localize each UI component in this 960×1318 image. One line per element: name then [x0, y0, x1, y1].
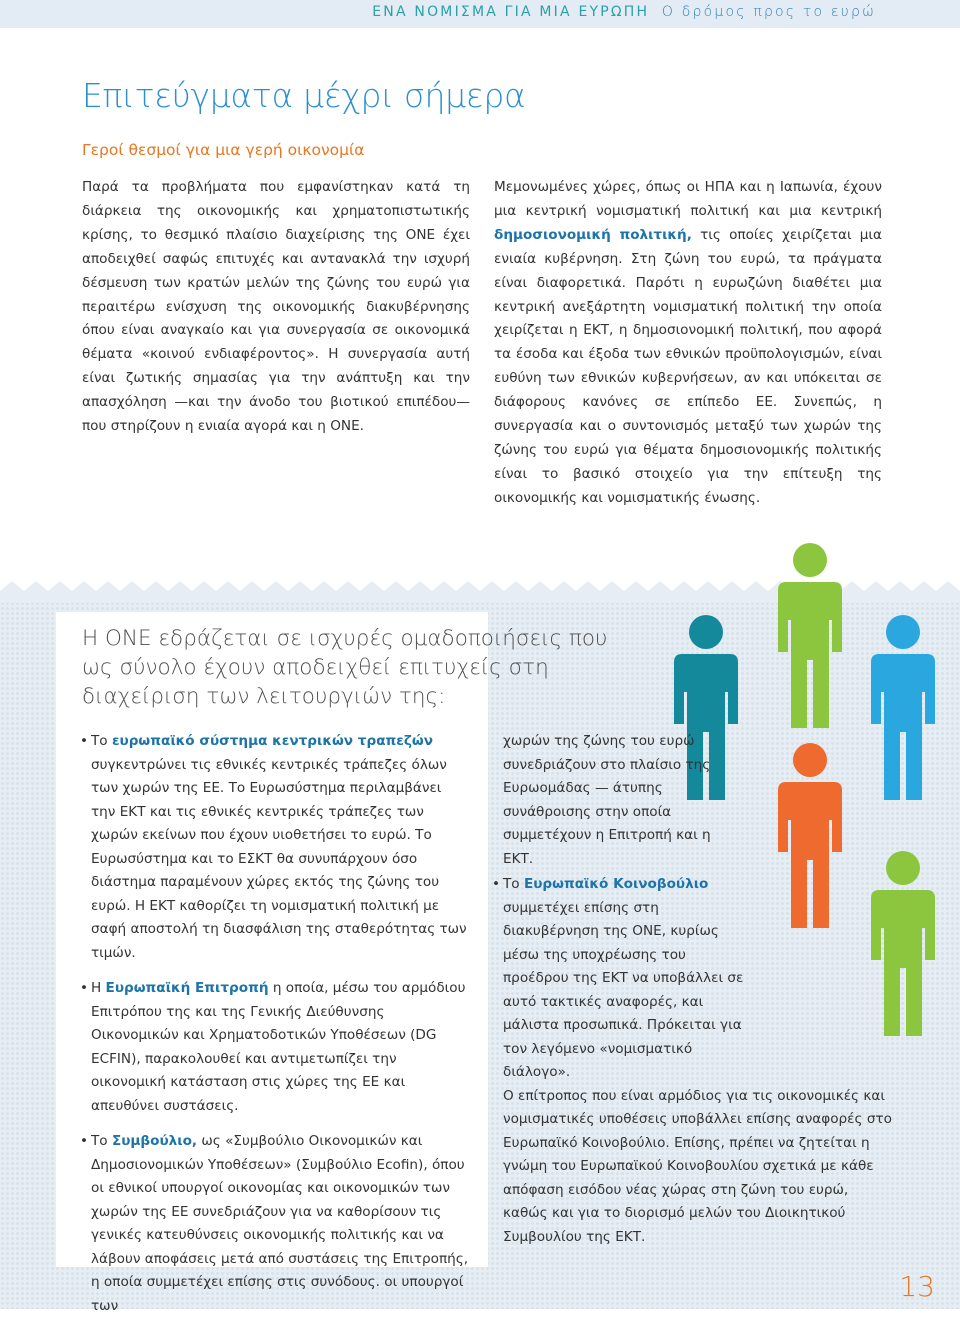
- running-header: [372, 4, 876, 20]
- page-title: Επιτεύγματα μέχρι σήμερα: [82, 76, 526, 115]
- right-column: [494, 176, 882, 511]
- header-title: Ο δρόμος προς το ευρώ: [661, 4, 876, 20]
- right-paragraph-text-2: τις οποίες χειρίζεται μια ενιαία κυβέρνηση. Στη ζώνη του ευρώ, τα πράγματα είναι διαφορετικά. Παρότι η ευρωζώνη διαθέτει μια κεντρική ανεξάρτητη νομισματική πολιτική την οποία χειρίζεται η ΕΚΤ, η δημοσιονομική πολιτική, που αφορά τα έσοδα και έξοδα των εθνικών προϋπολογισμών, είναι ευθύνη των εθνικών κυβερνήσεων, αν και υπόκειται σε διάφορους κανόνες σε επίπεδο ΕΕ. Συνεπώς, η συνεργασία και ο συντονισμός μεταξύ των χωρών της ζώνης του ευρώ για θέματα δημοσιονομικής πολιτικής είναι το βασικό στοιχείο για την επίτευξη της οικονομικής και νομισματικής ένωσης.: [494, 226, 882, 506]
- header-bar: [0, 0, 960, 28]
- right-paragraph-text-1: Μεμονωμένες χώρες, όπως οι ΗΠΑ και η Ιαπωνία, έχουν μια κεντρική νομισματική πολιτική και μια κεντρική: [494, 179, 882, 219]
- parliament-term: Ευρωπαϊκό Κοινοβούλιο: [523, 876, 709, 892]
- council-term: Συμβούλιο,: [111, 1133, 198, 1149]
- commission-term: Ευρωπαϊκή Επιτροπή: [105, 980, 269, 996]
- institutions-list-right: [494, 730, 894, 1249]
- page-number: 13: [899, 1270, 935, 1303]
- right-paragraph: [494, 176, 882, 511]
- header-series: ΕΝΑ ΝΟΜΙΣΜΑ ΓΙΑ ΜΙΑ ΕΥΡΩΠΗ: [372, 4, 650, 20]
- left-paragraph: Παρά τα προβλήματα που εμφανίστηκαν κατά τη διάρκεια της οικονομικής και χρηματοπιστωτικής κρίσης, το θεσμικό πλαίσιο διαχείρισης της ΟΝΕ έχει αποδειχθεί σαφώς επιτυχές και αντανακλά την ισχυρή δέσμευση των κρατών μελών της ζώνης του ευρώ για περαιτέρω ενίσχυση της οικονομικής διακυβέρνησης όπου είναι αναγκαίο και για συνεργασία σε οικονομικά θέματα «κοινού ενδιαφέροντος». Η συνεργασία αυτή είναι ζωτικής σημασίας για την ανάπτυξη και την απασχόληση —και την άνοδο του βιοτικού επιπέδου— που στηρίζουν η ενιαία αγορά και η ΟΝΕ.: [82, 179, 470, 435]
- council-continuation: χωρών της ζώνης του ευρώ συνεδριάζουν στο πλαίσιο της Ευρωομάδας — άτυπης συνάθροισης στην οποία συμμετέχουν η Επιτροπή και η ΕΚΤ.: [503, 733, 711, 867]
- section-subtitle: Γεροί θεσμοί για μια γερή οικονομία: [82, 141, 365, 159]
- list-item-council: • Το Συμβούλιο, ως «Συμβούλιο Οικονομικών και Δημοσιονομικών Υποθέσεων» (Συμβούλιο Ecofin), όπου οι εθνικοί υπουργοί οικονομίας και οικονομικών των χωρών της ΕΕ συνεδριάζουν για να καθορίσουν τις γενικές κατευθύνσεις οικονομικής πολιτικής και να λάβουν αποφάσεις μετά από συστάσεις της Επιτροπής, η οποία συμμετέχει επίσης στις συνόδους. οι υπουργοί των: [82, 1130, 470, 1318]
- person-figure-green-top: [776, 540, 844, 730]
- fiscal-policy-term: δημοσιονομική πολιτική,: [494, 226, 692, 243]
- left-column: [82, 176, 470, 439]
- box-heading: Η ΟΝΕ εδράζεται σε ισχυρές ομαδοποιήσεις που ως σύνολο έχουν αποδειχθεί επιτυχείς στη διαχείριση των λειτουργιών της:: [82, 626, 608, 709]
- institutions-list-left: [82, 730, 470, 1318]
- escb-term: ευρωπαϊκό σύστημα κεντρικών τραπεζών: [111, 733, 433, 749]
- list-item-commission: • Η Ευρωπαϊκή Επιτροπή η οποία, μέσω του αρμόδιου Επιτρόπου της και της Γενικής Διεύθυνσης Οικονομικών και Χρηματοδοτικών Υποθέσεων (DG ECFIN), παρακολουθεί και αντιμετωπίζει την οικονομική κατάσταση στις χώρες της ΕΕ και απευθύνει συστάσεις.: [82, 977, 470, 1118]
- parliament-text-2: Ο επίτροπος που είναι αρμόδιος για τις οικονομικές και νομισματικές υποθέσεις υποβάλλει επίσης αναφορές στο Ευρωπαϊκό Κοινοβούλιο. Επίσης, πρέπει να ζητείται η γνώμη του Ευρωπαϊκού Κοινοβουλίου σχετικά με κάθε απόφαση εισόδου νέας χώρας στη ζώνη του ευρώ, καθώς και για το διορισμό μελών του Διοικητικού Συμβουλίου της ΕΚΤ.: [503, 1087, 892, 1245]
- list-item-escb: • Το ευρωπαϊκό σύστημα κεντρικών τραπεζών συγκεντρώνει τις εθνικές κεντρικές τράπεζες όλων των χωρών της ΕΕ. Το Ευρωσύστημα περιλαμβάνει την ΕΚΤ και τις εθνικές κεντρικές τράπεζες των χωρών εκείνων που έχουν υιοθετήσει το ευρώ. Το Ευρωσύστημα και το ΕΣΚΤ θα συνυπάρχουν όσο διάστημα παραμένουν χώρες εκτός της ζώνης του ευρώ. Η ΕΚΤ καθορίζει τη νομισματική πολιτική με σαφή αποστολή τη διασφάλιση της σταθερότητας των τιμών.: [82, 730, 470, 965]
- list-item-parliament: • Το Ευρωπαϊκό Κοινοβούλιο συμμετέχει επίσης στη διακυβέρνηση της ΟΝΕ, κυρίως μέσω της υποχρέωσης του προέδρου της ΕΚΤ να υποβάλλει σε αυτό τακτικές αναφορές, και μάλιστα προσωπικά. Πρόκειται για τον λεγόμενο «νομισματικό διάλογο». Ο επίτροπος που είναι αρμόδιος για τις οικονομικές και νομισματικές υποθέσεις υποβάλλει επίσης αναφορές στο Ευρωπαϊκό Κοινοβούλιο. Επίσης, πρέπει να ζητείται η γνώμη του Ευρωπαϊκού Κοινοβουλίου σχετικά με κάθε απόφαση εισόδου νέας χώρας στη ζώνη του ευρώ, καθώς και για το διορισμό μελών του Διοικητικού Συμβουλίου της ΕΚΤ.: [494, 873, 894, 1249]
